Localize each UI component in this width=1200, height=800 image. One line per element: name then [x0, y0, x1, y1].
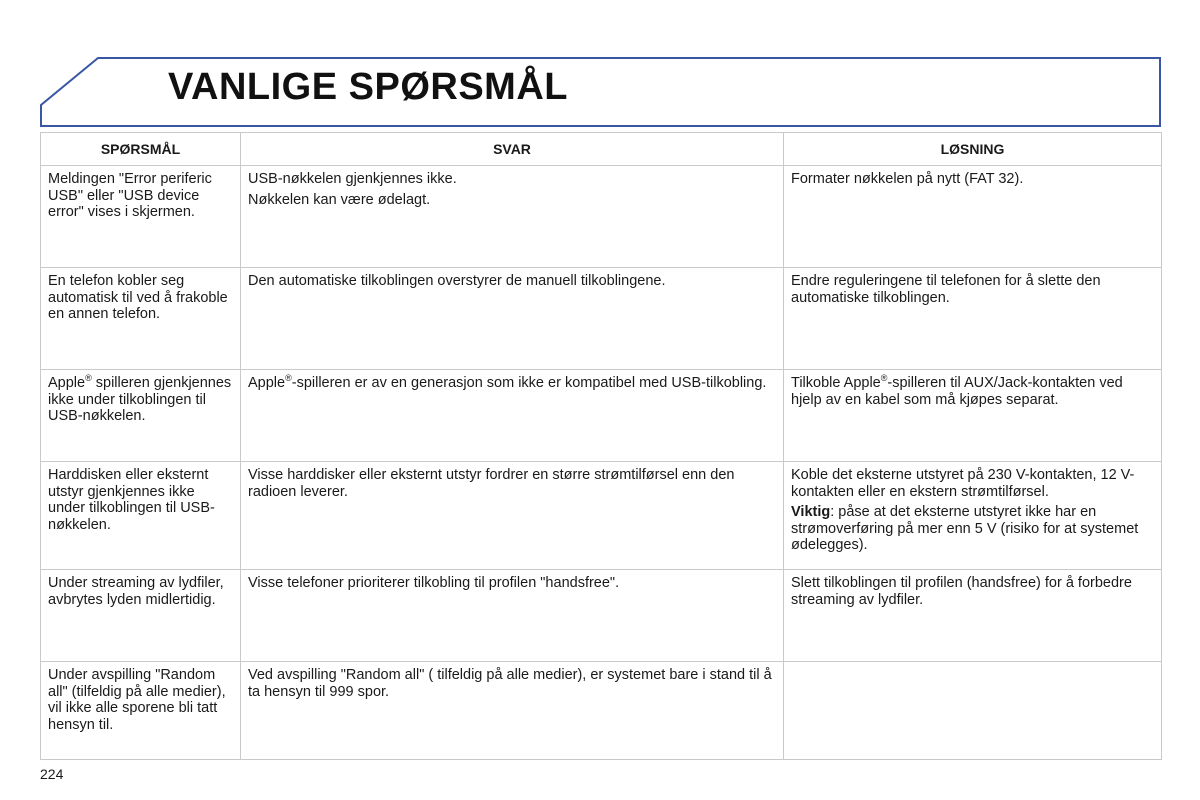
- answer-text-part: Den automatiske tilkoblingen overstyrer de manuell tilkoblingene.: [248, 273, 666, 289]
- solution-cell: [784, 570, 1162, 662]
- question-text-part: Under avspilling "Random all" (tilfeldig på alle medier), vil ikke alle sporene bli tatt hensyn til.: [48, 667, 226, 733]
- solution-cell: [784, 462, 1162, 570]
- solution-cell: [784, 662, 1162, 760]
- answer-cell: [241, 166, 784, 268]
- solution-note: [791, 504, 1154, 554]
- answer-text: [248, 575, 776, 592]
- answer-cell: [241, 370, 784, 462]
- table-header-row: [41, 133, 1162, 166]
- question-text: [48, 667, 233, 733]
- solution-text-part: Endre reguleringene til telefonen for å slette den automatiske tilkoblingen.: [791, 273, 1101, 306]
- question-cell: [41, 166, 241, 268]
- answer-text-part: Apple: [248, 375, 286, 391]
- faq-body: [41, 166, 1162, 760]
- question-cell: [41, 662, 241, 760]
- solution-text-part: Tilkoble Apple: [791, 375, 881, 391]
- question-text-part: Harddisken eller eksternt utstyr gjenkjennes ikke under tilkoblingen til USB-nøkkelen.: [48, 467, 215, 533]
- question-text: [48, 171, 233, 221]
- answer-text: [248, 273, 776, 290]
- question-text: [48, 375, 233, 425]
- table-row: [41, 662, 1162, 760]
- solution-text: [791, 575, 1154, 608]
- solution-text-part: Koble det eksterne utstyret på 230 V-kontakten, 12 V-kontakten eller en ekstern strømtilførsel.: [791, 467, 1135, 500]
- question-cell: [41, 268, 241, 370]
- answer-text-part: -spilleren er av en generasjon som ikke er kompatibel med USB-tilkobling.: [291, 375, 767, 391]
- answer-text: Nøkkelen kan være ødelagt.: [248, 191, 431, 208]
- solution-text: [791, 273, 1154, 306]
- answer-text: [248, 375, 776, 392]
- question-text-part: Apple: [48, 375, 86, 391]
- registered-mark: ®: [85, 373, 92, 384]
- note-label: Viktig: [791, 504, 831, 520]
- answer-text: [248, 667, 776, 700]
- header-answer: SVAR: [241, 133, 784, 166]
- table-row: [41, 166, 1162, 268]
- note-text: : påse at det eksterne utstyret ikke har en strømoverføring på mer enn 5 V (risiko for at systemet ødelegges).: [791, 504, 1139, 553]
- answer-cell: [241, 268, 784, 370]
- registered-mark: ®: [880, 373, 888, 384]
- question-cell: [41, 570, 241, 662]
- question-text: [48, 575, 233, 608]
- answer-text-part: Visse telefoner prioriterer tilkobling til profilen "handsfree".: [248, 575, 620, 591]
- question-text: [48, 467, 233, 533]
- answer-cell: [241, 462, 784, 570]
- answer-text-part: Ved avspilling "Random all" ( tilfeldig på alle medier), er systemet bare i stand til å ta hensyn til 999 spor.: [248, 667, 772, 700]
- question-text: [48, 273, 233, 323]
- registered-mark: ®: [285, 373, 292, 384]
- solution-text: [791, 467, 1154, 500]
- question-text-part: Under streaming av lydfiler, avbrytes lyden midlertidig.: [48, 575, 224, 608]
- faq-table: [40, 132, 1162, 760]
- question-text-part: Meldingen "Error periferic USB" eller "USB device error" vises i skjermen.: [48, 171, 212, 220]
- solution-cell: [784, 268, 1162, 370]
- solution-text-part: Formater nøkkelen på nytt (FAT 32).: [791, 171, 1024, 187]
- answer-text: [248, 171, 776, 188]
- answer-cell: [241, 570, 784, 662]
- answer-text-part: Visse harddisker eller eksternt utstyr fordrer en større strømtilførsel enn den radioen leverer.: [248, 467, 735, 500]
- solution-text: [791, 171, 1154, 188]
- solution-text-part: Slett tilkoblingen til profilen (handsfree) for å forbedre streaming av lydfiler.: [791, 575, 1132, 608]
- table-row: [41, 370, 1162, 462]
- solution-text-part: -spilleren til AUX/Jack-kontakten ved hjelp av en kabel som må kjøpes separat.: [791, 375, 1123, 408]
- answer-cell: [241, 662, 784, 760]
- question-cell: [41, 462, 241, 570]
- solution-text: [791, 375, 1154, 408]
- table-row: [41, 268, 1162, 370]
- table-row: [41, 570, 1162, 662]
- page-title: VANLIGE SPØRSMÅL: [168, 66, 568, 108]
- answer-text: [248, 467, 776, 500]
- table-row: [41, 462, 1162, 570]
- solution-cell: [784, 370, 1162, 462]
- solution-cell: [784, 166, 1162, 268]
- question-text-part: spilleren gjenkjennes ikke under tilkoblingen til USB-nøkkelen.: [48, 375, 232, 424]
- answer-text-part: USB-nøkkelen gjenkjennes ikke.: [248, 171, 457, 187]
- header-question: SPØRSMÅL: [41, 133, 241, 166]
- header-solution: LØSNING: [784, 133, 1162, 166]
- question-text-part: En telefon kobler seg automatisk til ved å frakoble en annen telefon.: [48, 273, 228, 322]
- question-cell: [41, 370, 241, 462]
- page-number: 224: [40, 766, 64, 782]
